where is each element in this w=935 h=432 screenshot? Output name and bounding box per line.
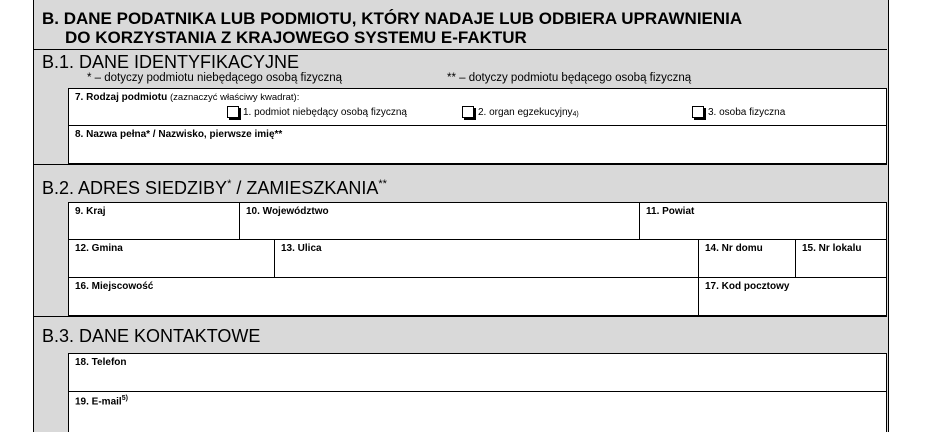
field-14-house-number-label: 14. Nr domu: [705, 243, 763, 254]
b3-title: B.3. DANE KONTAKTOWE: [42, 326, 261, 346]
section-b-title-line1: B. DANE PODATNIKA LUB PODMIOTU, KTÓRY NADAJE LUB ODBIERA UPRAWNIENIA: [42, 9, 743, 28]
field-17-postal-code-label: 17. Kod pocztowy: [705, 281, 790, 292]
field-8-label: 8. Nazwa pełna* / Nazwisko, pierwsze imię**: [75, 129, 283, 140]
b1-note-legal-entity: * – dotyczy podmiotu niebędącego osobą fizyczną: [87, 72, 343, 84]
divider: [34, 49, 887, 50]
address-row-1: [68, 202, 887, 240]
b2-title: B.2. ADRES SIEDZIBY* / ZAMIESZKANIA**: [42, 178, 387, 198]
divider: [698, 240, 699, 277]
field-11-county-label: 11. Powiat: [646, 206, 695, 217]
checkbox-icon[interactable]: [692, 106, 704, 118]
field-15-apartment-number-label: 15. Nr lokalu: [802, 243, 862, 254]
field-7-label: 7. Rodzaj podmiotu (zaznaczyć właściwy kwadrat):: [75, 92, 300, 103]
field-18-phone-label: 18. Telefon: [75, 357, 127, 368]
field-9-country-label: 9. Kraj: [75, 206, 106, 217]
option-enforcement-body[interactable]: [462, 106, 579, 118]
field-19-email[interactable]: [68, 392, 887, 432]
divider: [274, 240, 275, 277]
field-7-hint: (zaznaczyć właściwy kwadrat):: [170, 92, 300, 103]
divider: [639, 203, 640, 240]
option-legal-entity-label: 1. podmiot niebędący osobą fizyczną: [243, 107, 407, 118]
divider: [239, 203, 240, 240]
field-7-box: [68, 88, 887, 126]
checkbox-icon[interactable]: [462, 106, 474, 118]
b1-note-natural-person: ** – dotyczy podmiotu będącego osobą fizyczną: [447, 72, 692, 84]
field-13-street-label: 13. Ulica: [281, 243, 322, 254]
option-natural-person-label: 3. osoba fizyczna: [708, 107, 786, 118]
footnote-ref: 4): [572, 111, 579, 118]
address-row-3: [68, 278, 887, 316]
address-row-2: [68, 240, 887, 278]
divider: [34, 316, 887, 317]
divider: [795, 240, 796, 277]
footnote-ref: 5): [121, 395, 128, 402]
option-legal-entity[interactable]: [227, 106, 407, 118]
field-10-voivodeship-label: 10. Województwo: [246, 206, 329, 217]
section-b-title-line2: DO KORZYSTANIA Z KRAJOWEGO SYSTEMU E-FAKTUR: [65, 28, 527, 47]
field-12-commune-label: 12. Gmina: [75, 243, 123, 254]
field-16-locality-label: 16. Miejscowość: [75, 281, 154, 292]
field-19-email-label: 19. E-mail$^{5)}$: [75, 395, 128, 408]
field-8-full-name[interactable]: [68, 126, 887, 164]
divider: [34, 164, 887, 165]
divider: [698, 278, 699, 315]
b1-title: B.1. DANE IDENTYFIKACYJNE: [42, 52, 300, 72]
option-natural-person[interactable]: [692, 106, 785, 118]
checkbox-icon[interactable]: [227, 106, 239, 118]
option-enforcement-body-label: 2. organ egzekucyjny: [478, 107, 573, 118]
form-section-b: [33, 0, 889, 432]
field-18-phone[interactable]: [68, 353, 887, 392]
